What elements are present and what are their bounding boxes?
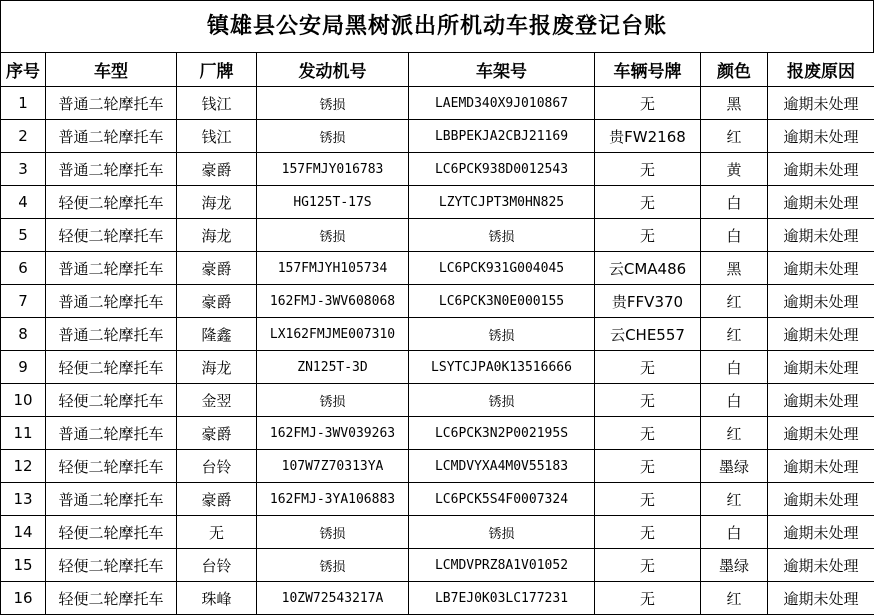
cell-index: 15 bbox=[1, 549, 46, 582]
cell-brand: 豪爵 bbox=[177, 417, 257, 450]
table-row bbox=[1, 384, 874, 417]
cell-vehicle-type: 普通二轮摩托车 bbox=[46, 252, 177, 285]
cell-scrap-reason: 逾期未处理 bbox=[768, 186, 874, 219]
cell-vehicle-type: 普通二轮摩托车 bbox=[46, 87, 177, 120]
cell-frame-number: LZYTCJPT3M0HN825 bbox=[409, 186, 595, 219]
cell-index: 16 bbox=[1, 582, 46, 615]
cell-brand: 豪爵 bbox=[177, 285, 257, 318]
cell-index: 7 bbox=[1, 285, 46, 318]
cell-plate-number: 无 bbox=[595, 483, 701, 516]
cell-color: 白 bbox=[701, 219, 768, 252]
cell-brand: 海龙 bbox=[177, 219, 257, 252]
cell-frame-number: 锈损 bbox=[409, 516, 595, 549]
cell-vehicle-type: 轻便二轮摩托车 bbox=[46, 450, 177, 483]
header-row bbox=[1, 53, 874, 87]
cell-scrap-reason: 逾期未处理 bbox=[768, 384, 874, 417]
cell-color: 红 bbox=[701, 120, 768, 153]
cell-engine-number: 锈损 bbox=[257, 87, 409, 120]
cell-brand: 金翌 bbox=[177, 384, 257, 417]
cell-scrap-reason: 逾期未处理 bbox=[768, 87, 874, 120]
cell-vehicle-type: 普通二轮摩托车 bbox=[46, 318, 177, 351]
table-row bbox=[1, 153, 874, 186]
cell-vehicle-type: 普通二轮摩托车 bbox=[46, 483, 177, 516]
cell-color: 白 bbox=[701, 516, 768, 549]
table-row bbox=[1, 219, 874, 252]
cell-brand: 豪爵 bbox=[177, 483, 257, 516]
cell-engine-number: HG125T-17S bbox=[257, 186, 409, 219]
cell-index: 10 bbox=[1, 384, 46, 417]
cell-plate-number: 无 bbox=[595, 417, 701, 450]
cell-brand: 台铃 bbox=[177, 450, 257, 483]
cell-engine-number: 162FMJ-3WV608068 bbox=[257, 285, 409, 318]
cell-index: 2 bbox=[1, 120, 46, 153]
cell-plate-number: 无 bbox=[595, 186, 701, 219]
cell-vehicle-type: 轻便二轮摩托车 bbox=[46, 516, 177, 549]
cell-plate-number: 无 bbox=[595, 153, 701, 186]
cell-brand: 豪爵 bbox=[177, 153, 257, 186]
cell-frame-number: LB7EJ0K03LC177231 bbox=[409, 582, 595, 615]
cell-engine-number: 157FMJYH105734 bbox=[257, 252, 409, 285]
cell-frame-number: LSYTCJPA0K13516666 bbox=[409, 351, 595, 384]
cell-vehicle-type: 普通二轮摩托车 bbox=[46, 285, 177, 318]
cell-scrap-reason: 逾期未处理 bbox=[768, 153, 874, 186]
cell-plate-number: 无 bbox=[595, 516, 701, 549]
cell-scrap-reason: 逾期未处理 bbox=[768, 351, 874, 384]
cell-brand: 海龙 bbox=[177, 351, 257, 384]
cell-index: 4 bbox=[1, 186, 46, 219]
cell-frame-number: LC6PCK938D0012543 bbox=[409, 153, 595, 186]
cell-vehicle-type: 轻便二轮摩托车 bbox=[46, 219, 177, 252]
cell-plate-number: 云CMA486 bbox=[595, 252, 701, 285]
cell-index: 9 bbox=[1, 351, 46, 384]
cell-engine-number: 10ZW72543217A bbox=[257, 582, 409, 615]
cell-index: 14 bbox=[1, 516, 46, 549]
cell-scrap-reason: 逾期未处理 bbox=[768, 417, 874, 450]
cell-scrap-reason: 逾期未处理 bbox=[768, 120, 874, 153]
cell-scrap-reason: 逾期未处理 bbox=[768, 219, 874, 252]
cell-frame-number: LC6PCK3N2P002195S bbox=[409, 417, 595, 450]
cell-index: 12 bbox=[1, 450, 46, 483]
cell-plate-number: 无 bbox=[595, 549, 701, 582]
cell-frame-number: LCMDVPRZ8A1V01052 bbox=[409, 549, 595, 582]
cell-engine-number: LX162FMJME007310 bbox=[257, 318, 409, 351]
cell-engine-number: 162FMJ-3WV039263 bbox=[257, 417, 409, 450]
cell-engine-number: 157FMJY016783 bbox=[257, 153, 409, 186]
cell-frame-number: 锈损 bbox=[409, 384, 595, 417]
cell-plate-number: 无 bbox=[595, 351, 701, 384]
cell-brand: 台铃 bbox=[177, 549, 257, 582]
cell-engine-number: 锈损 bbox=[257, 384, 409, 417]
cell-brand: 隆鑫 bbox=[177, 318, 257, 351]
cell-frame-number: 锈损 bbox=[409, 318, 595, 351]
header-vehicle-type: 车型 bbox=[46, 53, 177, 87]
ledger-title: 镇雄县公安局黑树派出所机动车报废登记台账 bbox=[0, 0, 874, 52]
table-row bbox=[1, 351, 874, 384]
cell-color: 白 bbox=[701, 384, 768, 417]
cell-color: 红 bbox=[701, 285, 768, 318]
header-index: 序号 bbox=[1, 53, 46, 87]
cell-color: 墨绿 bbox=[701, 450, 768, 483]
cell-index: 1 bbox=[1, 87, 46, 120]
cell-index: 11 bbox=[1, 417, 46, 450]
cell-brand: 钱江 bbox=[177, 120, 257, 153]
cell-plate-number: 无 bbox=[595, 87, 701, 120]
ledger-table bbox=[0, 52, 874, 615]
cell-engine-number: 锈损 bbox=[257, 120, 409, 153]
cell-index: 5 bbox=[1, 219, 46, 252]
table-row bbox=[1, 582, 874, 615]
table-row bbox=[1, 252, 874, 285]
cell-frame-number: LCMDVYXA4M0V55183 bbox=[409, 450, 595, 483]
header-frame-number: 车架号 bbox=[409, 53, 595, 87]
cell-engine-number: ZN125T-3D bbox=[257, 351, 409, 384]
cell-plate-number: 云CHE557 bbox=[595, 318, 701, 351]
header-plate-number: 车辆号牌 bbox=[595, 53, 701, 87]
cell-color: 黑 bbox=[701, 252, 768, 285]
cell-index: 6 bbox=[1, 252, 46, 285]
table-row bbox=[1, 120, 874, 153]
header-color: 颜色 bbox=[701, 53, 768, 87]
cell-vehicle-type: 轻便二轮摩托车 bbox=[46, 351, 177, 384]
cell-vehicle-type: 轻便二轮摩托车 bbox=[46, 384, 177, 417]
cell-frame-number: LC6PCK3N0E000155 bbox=[409, 285, 595, 318]
table-row bbox=[1, 450, 874, 483]
cell-scrap-reason: 逾期未处理 bbox=[768, 483, 874, 516]
cell-frame-number: LAEMD340X9J010867 bbox=[409, 87, 595, 120]
header-engine-number: 发动机号 bbox=[257, 53, 409, 87]
table-row bbox=[1, 483, 874, 516]
cell-scrap-reason: 逾期未处理 bbox=[768, 582, 874, 615]
table-row bbox=[1, 549, 874, 582]
table-row bbox=[1, 516, 874, 549]
cell-color: 红 bbox=[701, 582, 768, 615]
cell-scrap-reason: 逾期未处理 bbox=[768, 252, 874, 285]
cell-index: 8 bbox=[1, 318, 46, 351]
cell-vehicle-type: 普通二轮摩托车 bbox=[46, 417, 177, 450]
cell-brand: 钱江 bbox=[177, 87, 257, 120]
cell-scrap-reason: 逾期未处理 bbox=[768, 549, 874, 582]
table-row bbox=[1, 417, 874, 450]
cell-color: 白 bbox=[701, 186, 768, 219]
cell-scrap-reason: 逾期未处理 bbox=[768, 285, 874, 318]
cell-index: 3 bbox=[1, 153, 46, 186]
cell-brand: 无 bbox=[177, 516, 257, 549]
cell-brand: 珠峰 bbox=[177, 582, 257, 615]
cell-vehicle-type: 轻便二轮摩托车 bbox=[46, 582, 177, 615]
cell-frame-number: LC6PCK5S4F0007324 bbox=[409, 483, 595, 516]
cell-color: 墨绿 bbox=[701, 549, 768, 582]
cell-vehicle-type: 轻便二轮摩托车 bbox=[46, 549, 177, 582]
cell-vehicle-type: 普通二轮摩托车 bbox=[46, 153, 177, 186]
cell-scrap-reason: 逾期未处理 bbox=[768, 450, 874, 483]
header-scrap-reason: 报废原因 bbox=[768, 53, 874, 87]
table-row bbox=[1, 186, 874, 219]
cell-plate-number: 无 bbox=[595, 384, 701, 417]
cell-brand: 豪爵 bbox=[177, 252, 257, 285]
cell-vehicle-type: 普通二轮摩托车 bbox=[46, 120, 177, 153]
cell-engine-number: 107W7Z70313YA bbox=[257, 450, 409, 483]
cell-color: 红 bbox=[701, 417, 768, 450]
cell-frame-number: 锈损 bbox=[409, 219, 595, 252]
cell-frame-number: LBBPEKJA2CBJ21169 bbox=[409, 120, 595, 153]
cell-frame-number: LC6PCK931G004045 bbox=[409, 252, 595, 285]
ledger-body bbox=[1, 87, 874, 615]
table-row bbox=[1, 87, 874, 120]
cell-color: 红 bbox=[701, 483, 768, 516]
cell-index: 13 bbox=[1, 483, 46, 516]
cell-scrap-reason: 逾期未处理 bbox=[768, 516, 874, 549]
cell-vehicle-type: 轻便二轮摩托车 bbox=[46, 186, 177, 219]
cell-plate-number: 贵FW2168 bbox=[595, 120, 701, 153]
cell-plate-number: 无 bbox=[595, 450, 701, 483]
cell-plate-number: 贵FFV370 bbox=[595, 285, 701, 318]
cell-engine-number: 锈损 bbox=[257, 219, 409, 252]
cell-scrap-reason: 逾期未处理 bbox=[768, 318, 874, 351]
header-brand: 厂牌 bbox=[177, 53, 257, 87]
cell-color: 黑 bbox=[701, 87, 768, 120]
cell-engine-number: 锈损 bbox=[257, 516, 409, 549]
cell-color: 黄 bbox=[701, 153, 768, 186]
cell-color: 红 bbox=[701, 318, 768, 351]
table-row bbox=[1, 318, 874, 351]
cell-plate-number: 无 bbox=[595, 582, 701, 615]
cell-brand: 海龙 bbox=[177, 186, 257, 219]
cell-color: 白 bbox=[701, 351, 768, 384]
table-row bbox=[1, 285, 874, 318]
cell-engine-number: 162FMJ-3YA106883 bbox=[257, 483, 409, 516]
cell-plate-number: 无 bbox=[595, 219, 701, 252]
cell-engine-number: 锈损 bbox=[257, 549, 409, 582]
